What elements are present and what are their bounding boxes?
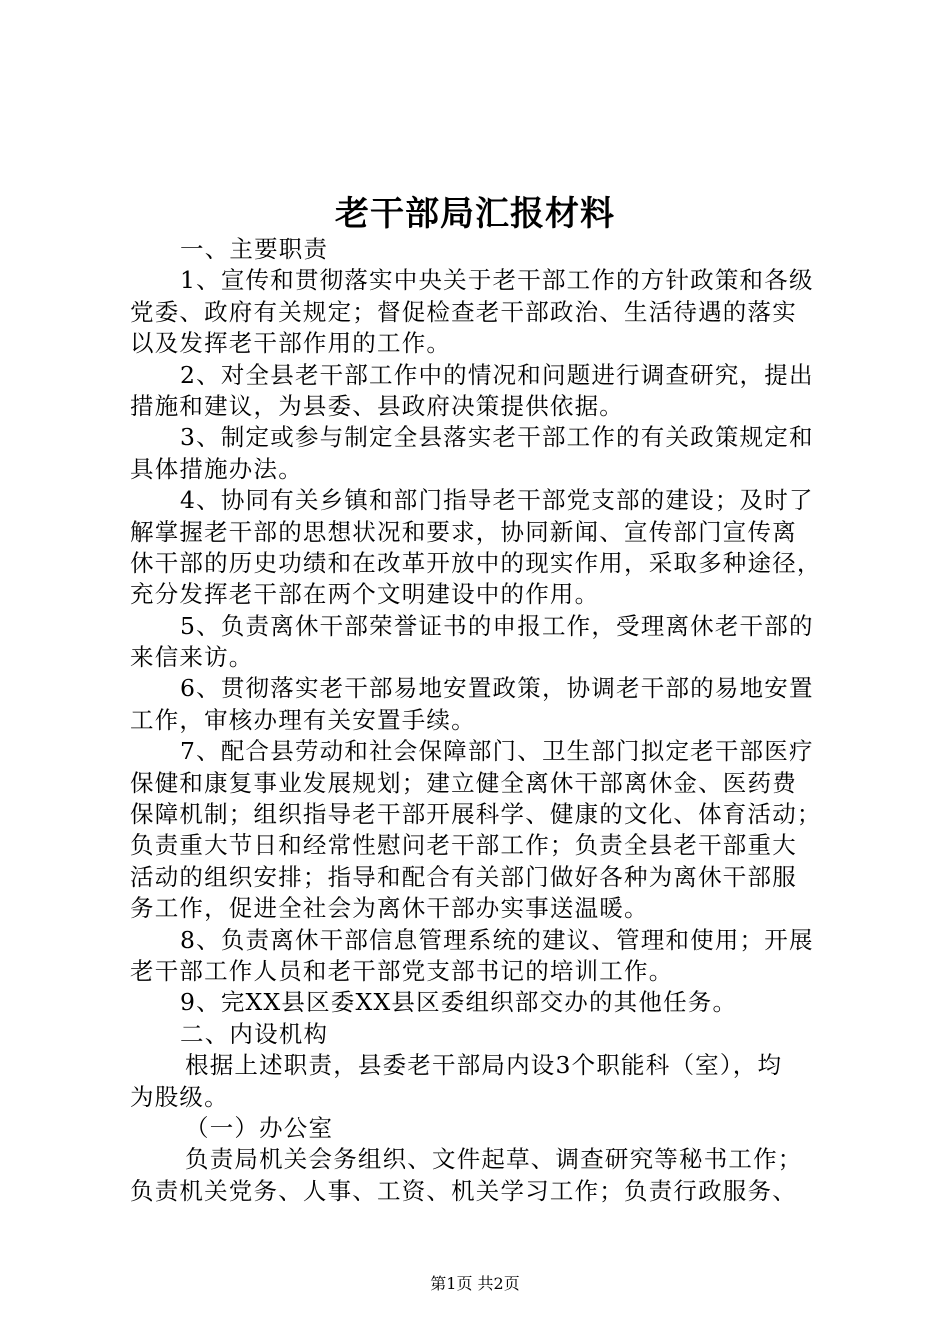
text-line: 活动的组织安排；指导和配合有关部门做好各种为离休干部服	[130, 862, 797, 891]
text-line: 党委、政府有关规定；督促检查老干部政治、生活待遇的落实	[130, 297, 797, 326]
text-line: 充分发挥老干部在两个文明建设中的作用。	[130, 580, 600, 609]
document-body	[130, 234, 835, 1207]
document-title: 老干部局汇报材料	[335, 194, 615, 234]
text-line: 解掌握老干部的思想状况和要求，协同新闻、宣传部门宣传离	[130, 517, 797, 546]
text-line: 2、对全县老干部工作中的情况和问题进行调查研究，提出	[180, 360, 814, 389]
text-line: 休干部的历史功绩和在改革开放中的现实作用，采取多种途径，	[130, 548, 822, 577]
text-line: 工作，审核办理有关安置手续。	[130, 705, 476, 734]
text-line: 具体措施办法。	[130, 454, 303, 483]
text-line: 保障机制；组织指导老干部开展科学、健康的文化、体育活动；	[130, 800, 822, 829]
text-line: 为股级。	[130, 1082, 229, 1111]
text-line: 以及发挥老干部作用的工作。	[130, 329, 452, 358]
text-line: 来信来访。	[130, 643, 254, 672]
text-line: 负责机关党务、人事、工资、机关学习工作；负责行政服务、	[130, 1176, 797, 1205]
text-line: 老干部工作人员和老干部党支部书记的培训工作。	[130, 956, 674, 985]
text-line: 7、配合县劳动和社会保障部门、卫生部门拟定老干部医疗	[180, 737, 814, 766]
text-line: 二、内设机构	[180, 1019, 329, 1048]
text-line: 保健和康复事业发展规划；建立健全离休干部离休金、医药费	[130, 768, 797, 797]
text-line: 8、负责离休干部信息管理系统的建议、管理和使用；开展	[180, 925, 814, 954]
text-line: 4、协同有关乡镇和部门指导老干部党支部的建设；及时了	[180, 486, 814, 515]
text-line: 一、主要职责	[180, 235, 329, 263]
text-line: 负责重大节日和经常性慰问老干部工作；负责全县老干部重大	[130, 831, 797, 860]
text-line: （一）办公室	[185, 1113, 334, 1142]
text-line: 根据上述职责，县委老干部局内设3个职能科（室），均	[185, 1051, 783, 1080]
text-line: 9、完XX县区委XX县区委组织部交办的其他任务。	[180, 988, 738, 1017]
text-line: 1、宣传和贯彻落实中央关于老干部工作的方针政策和各级	[180, 266, 814, 295]
text-line: 5、负责离休干部荣誉证书的申报工作，受理离休老干部的	[180, 611, 814, 640]
text-line: 负责局机关会务组织、文件起草、调查研究等秘书工作；	[185, 1145, 803, 1174]
text-line: 务工作，促进全社会为离休干部办实事送温暖。	[130, 894, 649, 923]
page-footer: 第1页 共2页	[430, 1274, 520, 1293]
text-line: 措施和建议，为县委、县政府决策提供依据。	[130, 391, 624, 420]
text-line: 6、贯彻落实老干部易地安置政策，协调老干部的易地安置	[180, 674, 814, 703]
text-line: 3、制定或参与制定全县落实老干部工作的有关政策规定和	[180, 423, 814, 452]
